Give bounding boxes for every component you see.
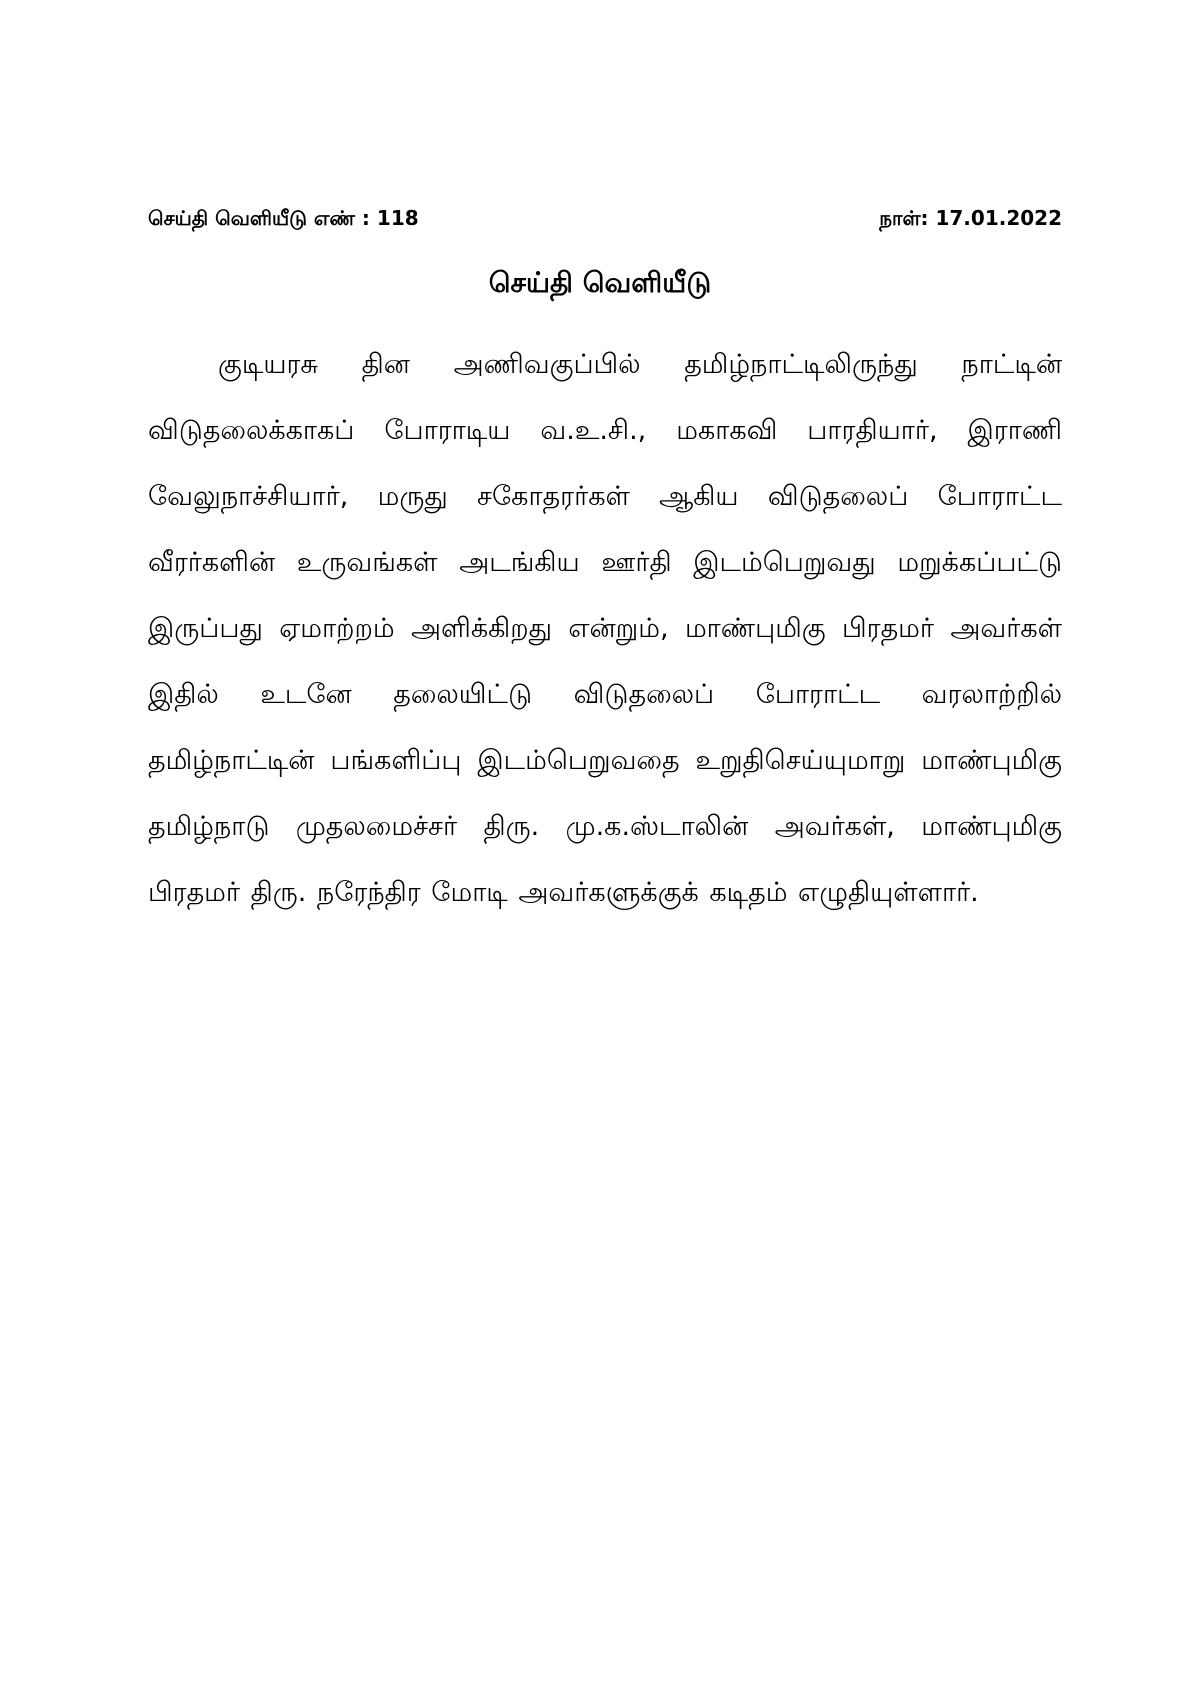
page-title: செய்தி வெளியீடு	[488, 266, 712, 299]
body-paragraph: குடியரசு தின அணிவகுப்பில் தமிழ்நாட்டிலிருந்து நாட்டின் விடுதலைக்காகப் போராடிய வ.உ.சி., மகாகவி பாரதியார், இராணி வேலுநாச்சியார், மருது சகோதரர்கள் ஆகிய விடுதலைப் போராட்ட வீரர்களின் உருவங்கள் அடங்கிய ஊர்தி இடம்பெறுவது மறுக்கப்பட்டு இருப்பது ஏமாற்றம் அளிக்கிறது என்றும், மாண்புமிகு பிரதமர் அவர்கள் இதில் உடனே தலையிட்டு விடுதலைப் போராட்ட வரலாற்றில் தமிழ்நாட்டின் பங்களிப்பு இடம்பெறுவதை உறுதிசெய்யுமாறு மாண்புமிகு தமிழ்நாடு முதலமைச்சர் திரு. மு.க.ஸ்டாலின் அவர்கள், மாண்புமிகு பிரதமர் திரு. நரேந்திர மோடி அவர்களுக்குக் கடிதம் எழுதியுள்ளார்.	[148, 349, 1063, 908]
release-number: செய்தி வெளியீடு எண் : 118	[148, 205, 419, 230]
release-date: நாள்: 17.01.2022	[879, 205, 1062, 230]
header-row	[148, 203, 1062, 235]
